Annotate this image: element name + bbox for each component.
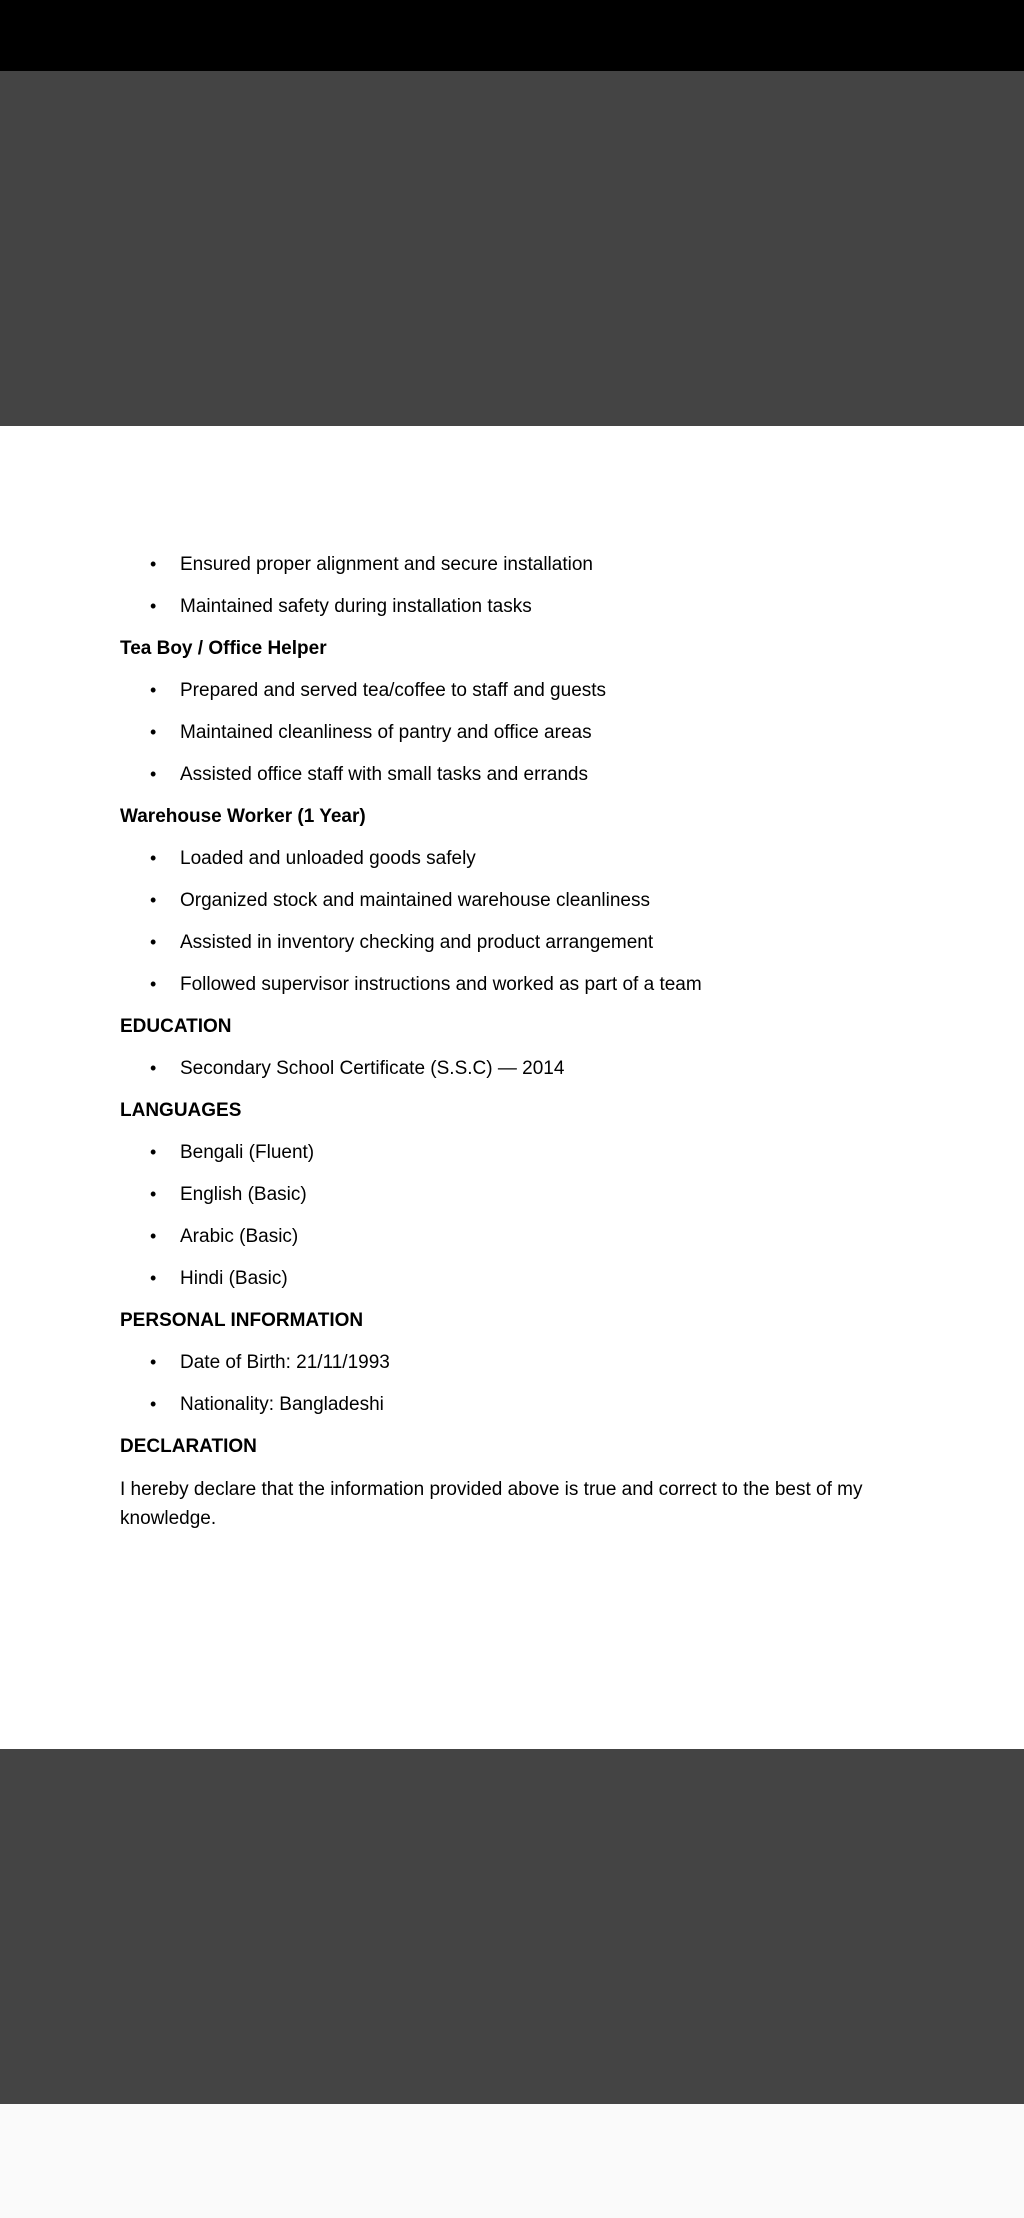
- bullet-item: [120, 753, 920, 795]
- viewer-background-bottom: [0, 1749, 1024, 2104]
- bullet-text: Maintained cleanliness of pantry and office areas: [180, 721, 592, 743]
- bullet-item: [120, 837, 920, 879]
- bullet-icon: •: [150, 847, 157, 868]
- bullet-icon: •: [150, 1351, 157, 1372]
- bullet-item: [120, 711, 920, 753]
- bullet-item: [120, 669, 920, 711]
- bullet-item: [120, 879, 920, 921]
- status-bar: [0, 0, 1024, 71]
- bullet-text: Loaded and unloaded goods safely: [180, 847, 476, 869]
- bullet-item: [120, 1047, 920, 1089]
- section-heading: Tea Boy / Office Helper: [120, 637, 327, 659]
- bullet-item: [120, 1131, 920, 1173]
- bullet-item: [120, 1173, 920, 1215]
- bullet-text: Assisted office staff with small tasks and errands: [180, 763, 588, 785]
- bullet-text: Organized stock and maintained warehouse cleanliness: [180, 889, 650, 911]
- bullet-text: Hindi (Basic): [180, 1267, 288, 1289]
- document-content: [120, 543, 920, 1533]
- bullet-icon: •: [150, 1267, 157, 1288]
- bullet-icon: •: [150, 931, 157, 952]
- bullet-text: Assisted in inventory checking and product arrangement: [180, 931, 654, 953]
- bullet-item: [120, 543, 920, 585]
- document-page[interactable]: [0, 426, 1024, 1749]
- bullet-icon: •: [150, 553, 157, 574]
- bullet-text: English (Basic): [180, 1183, 307, 1205]
- bullet-icon: •: [150, 1393, 157, 1414]
- bullet-text: Nationality: Bangladeshi: [180, 1393, 384, 1415]
- bullet-icon: •: [150, 1057, 157, 1078]
- bullet-icon: •: [150, 1225, 157, 1246]
- bullet-icon: •: [150, 679, 157, 700]
- bullet-item: [120, 1215, 920, 1257]
- document-items: [120, 543, 920, 1467]
- bullet-item: [120, 1341, 920, 1383]
- bullet-item: [120, 585, 920, 627]
- bullet-item: [120, 1257, 920, 1299]
- bullet-item: [120, 963, 920, 1005]
- bullet-icon: •: [150, 595, 157, 616]
- section-heading: Warehouse Worker (1 Year): [120, 805, 366, 827]
- bullet-icon: •: [150, 1141, 157, 1162]
- section-heading: LANGUAGES: [120, 1099, 242, 1121]
- navigation-bar: [0, 2104, 1024, 2218]
- bullet-text: Prepared and served tea/coffee to staff and guests: [180, 679, 607, 701]
- section-heading: EDUCATION: [120, 1015, 232, 1037]
- bullet-text: Date of Birth: 21/11/1993: [180, 1351, 390, 1373]
- section-heading: PERSONAL INFORMATION: [120, 1309, 364, 1331]
- bullet-text: Maintained safety during installation tasks: [180, 595, 532, 617]
- bullet-text: Followed supervisor instructions and worked as part of a team: [180, 973, 702, 995]
- bullet-icon: •: [150, 1183, 157, 1204]
- declaration-text: I hereby declare that the information provided above is true and correct to the best of my knowledge.: [120, 1479, 863, 1529]
- bullet-icon: •: [150, 763, 157, 784]
- bullet-icon: •: [150, 721, 157, 742]
- bullet-text: Bengali (Fluent): [180, 1141, 315, 1163]
- bullet-text: Arabic (Basic): [180, 1225, 299, 1247]
- bullet-icon: •: [150, 889, 157, 910]
- bullet-item: [120, 1383, 920, 1425]
- bullet-icon: •: [150, 973, 157, 994]
- section-heading: DECLARATION: [120, 1435, 257, 1457]
- bullet-item: [120, 921, 920, 963]
- bullet-text: Ensured proper alignment and secure installation: [180, 553, 593, 575]
- viewer-background-top: [0, 71, 1024, 426]
- bullet-text: Secondary School Certificate (S.S.C) — 2014: [180, 1057, 565, 1079]
